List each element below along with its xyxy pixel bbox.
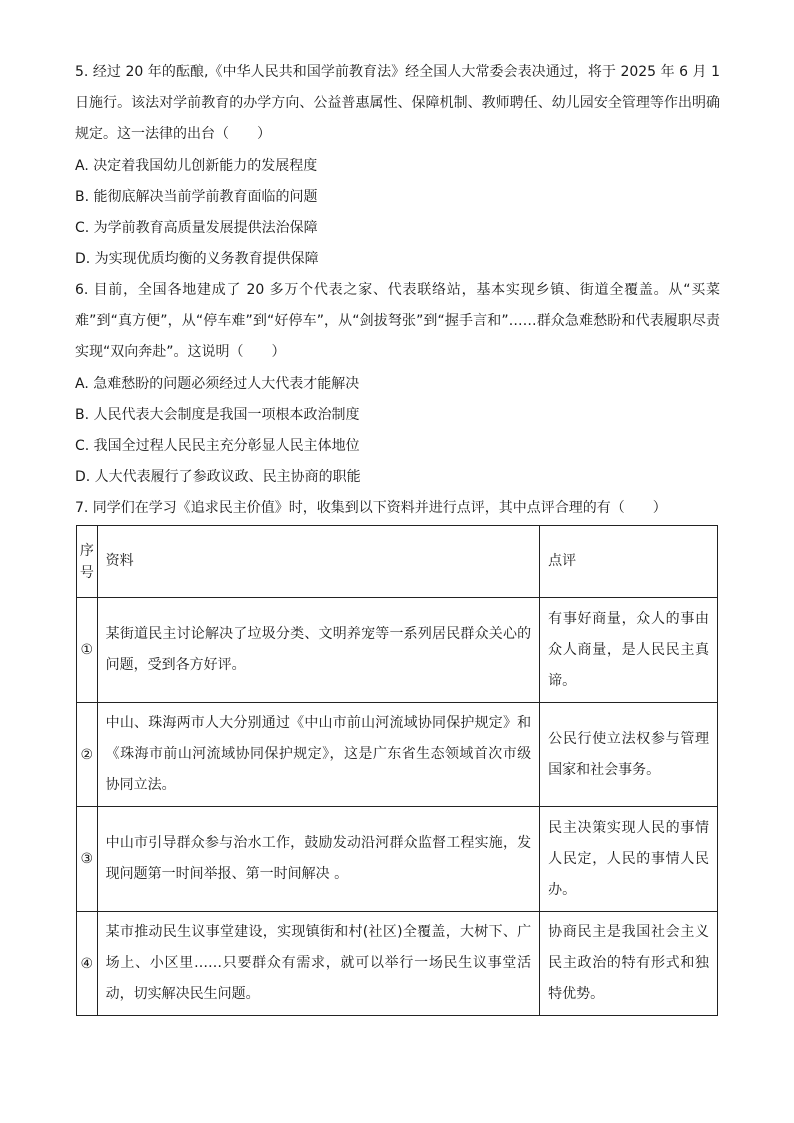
comment-cell (540, 703, 718, 807)
row-number: ③ (77, 807, 98, 912)
question-6-option-b: B. 人民代表大会制度是我国一项根本政治制度 (75, 407, 360, 423)
comment-cell (540, 912, 718, 1016)
header-comment: 点评 (548, 553, 577, 569)
question-6-option-a: A. 急难愁盼的问题必须经过人大代表才能解决 (75, 376, 360, 392)
question-5-option-b: B. 能彻底解决当前学前教育面临的问题 (75, 189, 318, 205)
header-material: 资料 (105, 553, 134, 569)
question-7-stem: 7. 同学们在学习《追求民主价值》时，收集到以下资料并进行点评，其中点评合理的有（ ） (75, 500, 667, 516)
comment-text: 民主决策实现人民的事情人民定，人民的事情人民办。 (548, 819, 709, 898)
material-cell (97, 807, 539, 912)
row-number: ② (77, 703, 98, 807)
row-number: ① (77, 598, 98, 703)
table-row (77, 912, 718, 1016)
comment-text: 协商民主是我国社会主义民主政治的特有形式和独特优势。 (548, 924, 709, 1002)
question-6-option-d: D. 人大代表履行了参政议政、民主协商的职能 (75, 469, 361, 485)
table-header-row (77, 526, 718, 598)
material-cell (97, 703, 539, 807)
header-no-cell (77, 526, 98, 598)
material-text: 中山、珠海两市人大分别通过《中山市前山河流域协同保护规定》和《珠海市前山河流域协同保护规定》，这是广东省生态领域首次市级协同立法。 (105, 715, 532, 793)
table-row (77, 703, 718, 807)
question-5-stem: 5. 经过 20 年的酝酿,《中华人民共和国学前教育法》经全国人大常委会表决通过，将于 2025 年 6 月 1 日施行。该法对学前教育的办学方向、公益普惠属性、保障机制、教师聘任、幼儿园安全管理等作出明确规定。这一法律的出台（ ） (75, 64, 720, 142)
question-5-option-a: A. 决定着我国幼儿创新能力的发展程度 (75, 158, 318, 174)
material-text: 某市推动民生议事堂建设，实现镇街和村(社区)全覆盖，大树下、广场上、小区里……只要群众有需求，就可以举行一场民生议事堂活动，切实解决民生问题。 (105, 924, 532, 1002)
header-comment-cell (540, 526, 718, 598)
material-text: 中山市引导群众参与治水工作，鼓励发动沿河群众监督工程实施，发现问题第一时间举报、第一时间解决 。 (105, 835, 532, 882)
table-row (77, 598, 718, 703)
row-number: ④ (77, 912, 98, 1016)
header-material-cell (97, 526, 539, 598)
material-cell (97, 912, 539, 1016)
question-6-stem: 6. 目前，全国各地建成了 20 多万个代表之家、代表联络站，基本实现乡镇、街道全覆盖。从“买菜难”到“真方便”，从“停车难”到“好停车”，从“剑拔弩张”到“握手言和”……群众急难愁盼和代表履职尽责实现“双向奔赴”。这说明（ ） (75, 282, 720, 360)
material-cell (97, 598, 539, 703)
table-row (77, 807, 718, 912)
comment-text: 有事好商量，众人的事由众人商量，是人民民主真谛。 (548, 610, 709, 689)
header-no: 序号 (79, 542, 94, 581)
comment-cell (540, 598, 718, 703)
material-table (76, 525, 718, 1016)
question-6-option-c: C. 我国全过程人民民主充分彰显人民主体地位 (75, 438, 360, 454)
question-5-option-c: C. 为学前教育高质量发展提供法治保障 (75, 220, 318, 236)
material-text: 某街道民主讨论解决了垃圾分类、文明养宠等一系列居民群众关心的问题，受到各方好评。 (105, 626, 532, 673)
comment-cell (540, 807, 718, 912)
comment-text: 公民行使立法权参与管理国家和社会事务。 (548, 730, 709, 778)
question-5-option-d: D. 为实现优质均衡的义务教育提供保障 (75, 251, 319, 267)
